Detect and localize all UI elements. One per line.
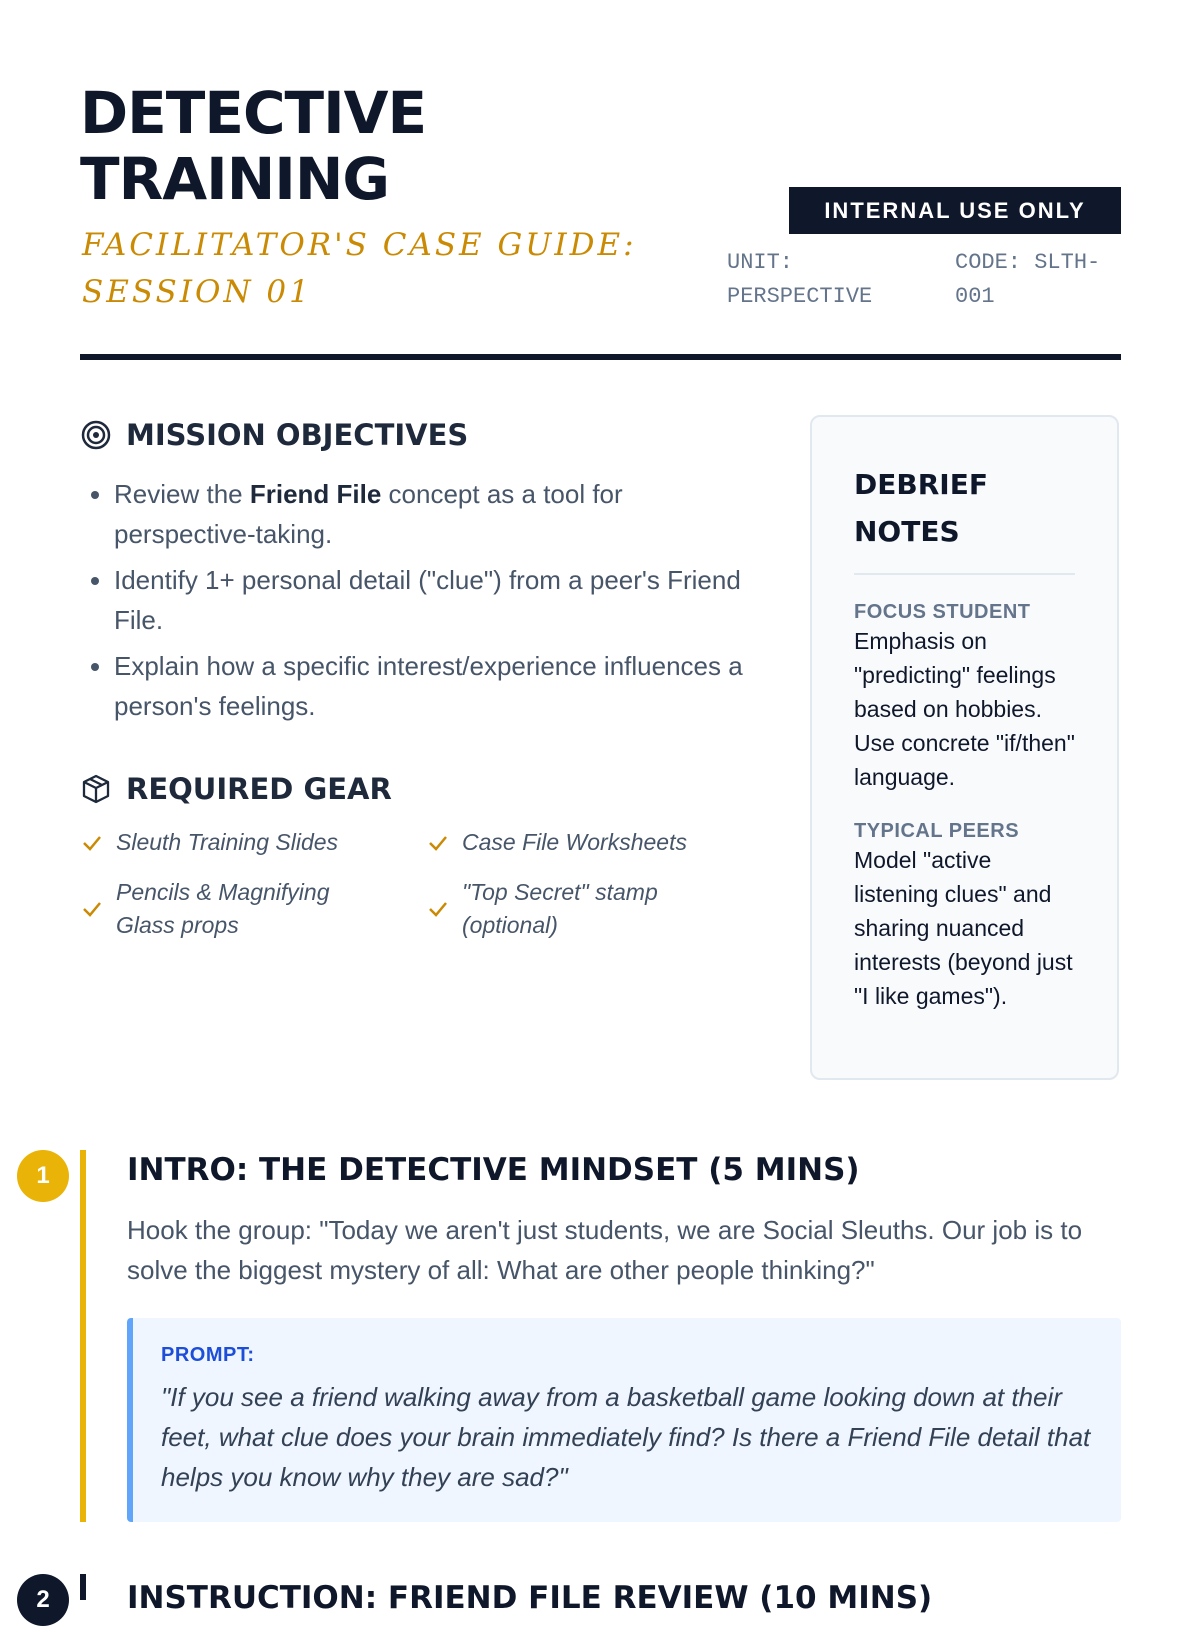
objective-item: • Explain how a specific interest/experience influences a person's feelings. [114,646,754,726]
objective-item: • Identify 1+ personal detail ("clue") from a peer's Friend File. [114,560,754,640]
page-title [80,80,426,212]
gear-heading [80,772,392,806]
unit-label: UNIT: PERSPECTIVE [727,250,873,309]
gear-item [426,876,696,942]
note-label: FOCUS STUDENT [854,601,1031,623]
title-line-1: DETECTIVE [80,79,427,147]
step-1-text: Hook the group: "Today we aren't just students, we are Social Sleuths. Our job is to solve the biggest mystery of all: What are other people thinking?" [127,1215,1083,1285]
check-icon [80,897,104,921]
debrief-notes-card [810,415,1119,1080]
gear-heading-text: REQUIRED GEAR [126,772,392,806]
internal-use-badge: INTERNAL USE ONLY [789,187,1121,234]
note-label: TYPICAL PEERS [854,820,1020,842]
header-divider [80,354,1121,360]
gear-item [426,826,746,859]
gear-item-label: "Top Secret" stamp (optional) [462,879,658,938]
note-text: Emphasis on "predicting" feelings based on hobbies. Use concrete "if/then" language. [854,628,1075,790]
gear-item [80,826,400,859]
prompt-box [127,1318,1121,1522]
gear-item-label: Case File Worksheets [462,829,687,855]
objective-text: Review the [114,479,250,509]
step-1-number: 1 [17,1150,69,1202]
check-icon [426,897,450,921]
step-1-title: INTRO: THE DETECTIVE MINDSET (5 MINS) [127,1152,860,1188]
objectives-list [86,474,754,732]
check-icon [80,831,104,855]
step-2-number: 2 [17,1574,69,1626]
page-subtitle [82,222,682,316]
step-1-timeline-bar [80,1150,86,1522]
box-icon [80,773,112,805]
objective-item [114,474,754,554]
gear-item [80,876,380,942]
prompt-text: "If you see a friend walking away from a basketball game looking down at their feet, what clue does your brain immediately find? Is there a Friend File detail that helps you know why they are sad?" [161,1382,1091,1492]
gear-item-label: Pencils & Magnifying Glass props [116,879,330,938]
note-text: Model "active listening clues" and sharing nuanced interests (beyond just "I like games"). [854,847,1073,1009]
subtitle-line-2: SESSION 01 [82,274,312,310]
objectives-heading-text: MISSION OBJECTIVES [126,418,469,452]
friend-file-term: Friend File [249,479,382,509]
step-2-timeline-bar [80,1574,86,1600]
title-line-2: TRAINING [80,145,389,213]
objective-text: concept as a tool for perspective-taking. [114,479,623,549]
objectives-heading [80,418,468,452]
check-icon [426,831,450,855]
prompt-label: PROMPT: [161,1344,255,1366]
code-label: CODE: SLTH-001 [955,250,1101,309]
debrief-title: DEBRIEF NOTES [854,461,1075,575]
subtitle-line-1: FACILITATOR'S CASE GUIDE: [82,227,637,263]
step-2-title: INSTRUCTION: FRIEND FILE REVIEW (10 MINS) [127,1580,933,1616]
gear-item-label: Sleuth Training Slides [116,829,339,855]
target-icon [80,419,112,451]
